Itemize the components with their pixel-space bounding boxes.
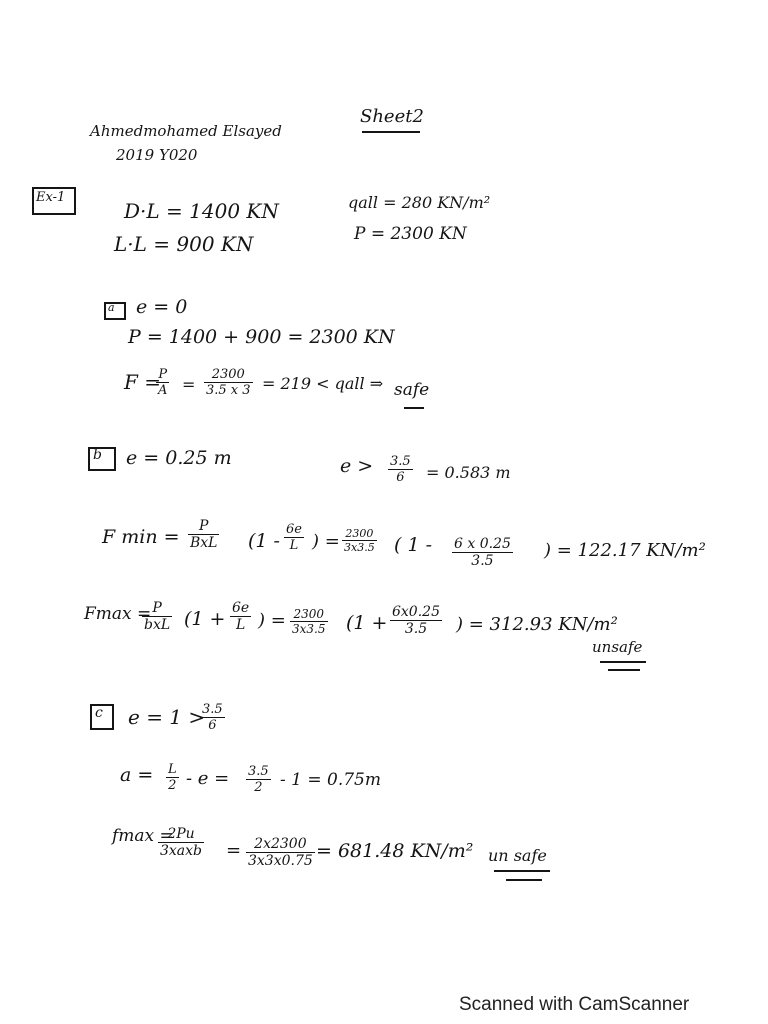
part-a-safe-underline bbox=[404, 407, 424, 409]
fmax-result: ) = 312.93 KN/m² bbox=[456, 614, 618, 635]
part-a-f-result: = 219 < qall ⇒ bbox=[262, 374, 384, 393]
part-c-unsafe: un safe bbox=[488, 846, 547, 865]
sheet-title: Sheet2 bbox=[360, 106, 424, 127]
allowable-pressure: qall = 280 KN/m² bbox=[348, 193, 491, 212]
part-c-a-result: - 1 = 0.75m bbox=[280, 770, 381, 790]
sheet-title-underline bbox=[362, 131, 420, 133]
fmax-close: ) = bbox=[258, 610, 286, 631]
part-a-f-mid: = bbox=[182, 375, 196, 394]
part-a-value-num: 2300 bbox=[204, 367, 253, 383]
fmax-6e-fraction bbox=[230, 600, 251, 633]
part-a-value-den: 3.5 x 3 bbox=[206, 383, 251, 398]
fmax-value2-fraction bbox=[390, 604, 442, 637]
fmax-value2-den: 3.5 bbox=[404, 621, 428, 637]
part-c-fmax-lhs: fmax = bbox=[112, 826, 174, 846]
part-c-a-value-num: 3.5 bbox=[248, 764, 269, 779]
part-c-l-over-2 bbox=[166, 762, 179, 793]
fmax-paren: (1 + bbox=[184, 608, 226, 630]
fmin-p-num: P bbox=[188, 518, 219, 535]
part-c-fmax-eq: = bbox=[226, 840, 242, 861]
part-a-p-over-a bbox=[156, 367, 169, 398]
fmin-value-den: 3x3.5 bbox=[344, 541, 375, 554]
part-c-a-mid: - e = bbox=[186, 768, 230, 789]
part-c-fmax-value-num: 2x2300 bbox=[246, 836, 315, 853]
part-c-unsafe-underline-2 bbox=[506, 879, 542, 881]
part-c-l-den: 2 bbox=[168, 778, 177, 793]
part-a-p-over-a-num: P bbox=[156, 367, 169, 383]
author-name: Ahmedmohamed Elsayed bbox=[90, 122, 282, 140]
part-b-eccentricity: e = 0.25 m bbox=[126, 447, 232, 469]
part-b-check-den: 6 bbox=[396, 470, 405, 485]
part-a-label: a bbox=[108, 301, 115, 314]
fmin-paren2: ( 1 - bbox=[394, 534, 432, 556]
fmax-6e-num: 6e bbox=[232, 600, 250, 616]
fmax-p-fraction bbox=[142, 600, 172, 633]
fmax-6e-den: L bbox=[235, 617, 246, 633]
fmax-paren2: (1 + bbox=[346, 612, 388, 634]
part-a-p-over-a-den: A bbox=[158, 383, 168, 398]
scanner-watermark: Scanned with CamScanner bbox=[459, 994, 690, 1015]
part-b-unsafe-underline-2 bbox=[608, 669, 640, 671]
fmax-value-fraction bbox=[290, 607, 328, 636]
part-a-load-sum: P = 1400 + 900 = 2300 KN bbox=[128, 326, 395, 348]
fmin-result: ) = 122.17 KN/m² bbox=[544, 540, 706, 561]
part-c-2pu-fraction bbox=[158, 826, 204, 859]
part-c-2pu-den: 3xaxb bbox=[160, 843, 203, 859]
fmin-paren: (1 - bbox=[248, 530, 280, 552]
fmax-lhs: Fmax = bbox=[84, 604, 152, 624]
part-b-unsafe: unsafe bbox=[592, 638, 643, 656]
dead-load: D·L = 1400 KN bbox=[124, 199, 279, 223]
part-c-fmax-value-fraction bbox=[246, 836, 315, 869]
part-b-label: b bbox=[93, 447, 102, 463]
fmax-value2-num: 6x0.25 bbox=[392, 604, 440, 620]
fmax-p-num: P bbox=[142, 600, 172, 617]
part-c-check-num: 3.5 bbox=[202, 702, 223, 717]
part-c-label: c bbox=[95, 705, 103, 721]
part-a-f-lhs: F = bbox=[124, 370, 161, 394]
part-b-check-result: = 0.583 m bbox=[426, 463, 511, 482]
part-a-value-fraction bbox=[204, 367, 253, 398]
part-a-eccentricity: e = 0 bbox=[136, 296, 188, 318]
part-b-unsafe-underline-1 bbox=[600, 661, 646, 663]
fmin-value-fraction bbox=[342, 527, 377, 554]
fmin-6e-den: L bbox=[289, 538, 299, 553]
fmin-value2-den: 3.5 bbox=[471, 553, 494, 569]
part-c-a-lhs: a = bbox=[120, 764, 154, 786]
student-id: 2019 Y020 bbox=[116, 146, 198, 164]
part-c-check-den: 6 bbox=[208, 718, 217, 733]
part-b-check-fraction bbox=[388, 454, 413, 485]
fmin-lhs: F min = bbox=[102, 526, 180, 548]
part-c-fmax-result: = 681.48 KN/m² bbox=[316, 840, 474, 862]
part-b-check-lhs: e > bbox=[340, 455, 374, 477]
fmin-value-num: 2300 bbox=[342, 527, 377, 541]
fmin-value2-num: 6 x 0.25 bbox=[454, 536, 511, 552]
part-c-l-num: L bbox=[168, 762, 177, 777]
fmin-p-fraction bbox=[188, 518, 219, 551]
part-c-a-value-den: 2 bbox=[254, 780, 263, 795]
part-c-unsafe-underline-1 bbox=[494, 870, 550, 872]
part-a-safe: safe bbox=[394, 380, 430, 400]
part-c-2pu-num: 2Pu bbox=[158, 826, 204, 843]
part-b-check-num: 3.5 bbox=[390, 454, 411, 469]
ex1-label: Ex-1 bbox=[36, 190, 66, 205]
fmax-value-num: 2300 bbox=[290, 607, 328, 622]
fmin-6e-num: 6e bbox=[286, 522, 302, 537]
fmin-close: ) = bbox=[312, 531, 340, 552]
fmax-p-den: bxL bbox=[144, 617, 171, 633]
fmax-value-den: 3x3.5 bbox=[292, 622, 326, 636]
fmin-p-den: BxL bbox=[190, 535, 218, 551]
fmin-value2-fraction bbox=[452, 536, 513, 569]
live-load: L·L = 900 KN bbox=[114, 232, 254, 256]
fmin-6e-fraction bbox=[284, 522, 304, 553]
part-c-a-value-fraction bbox=[246, 764, 271, 795]
part-c-check-fraction bbox=[200, 702, 225, 733]
total-load: P = 2300 KN bbox=[354, 224, 467, 244]
part-c-eccentricity: e = 1 > bbox=[128, 705, 206, 729]
part-c-fmax-value-den: 3x3x0.75 bbox=[248, 853, 313, 869]
